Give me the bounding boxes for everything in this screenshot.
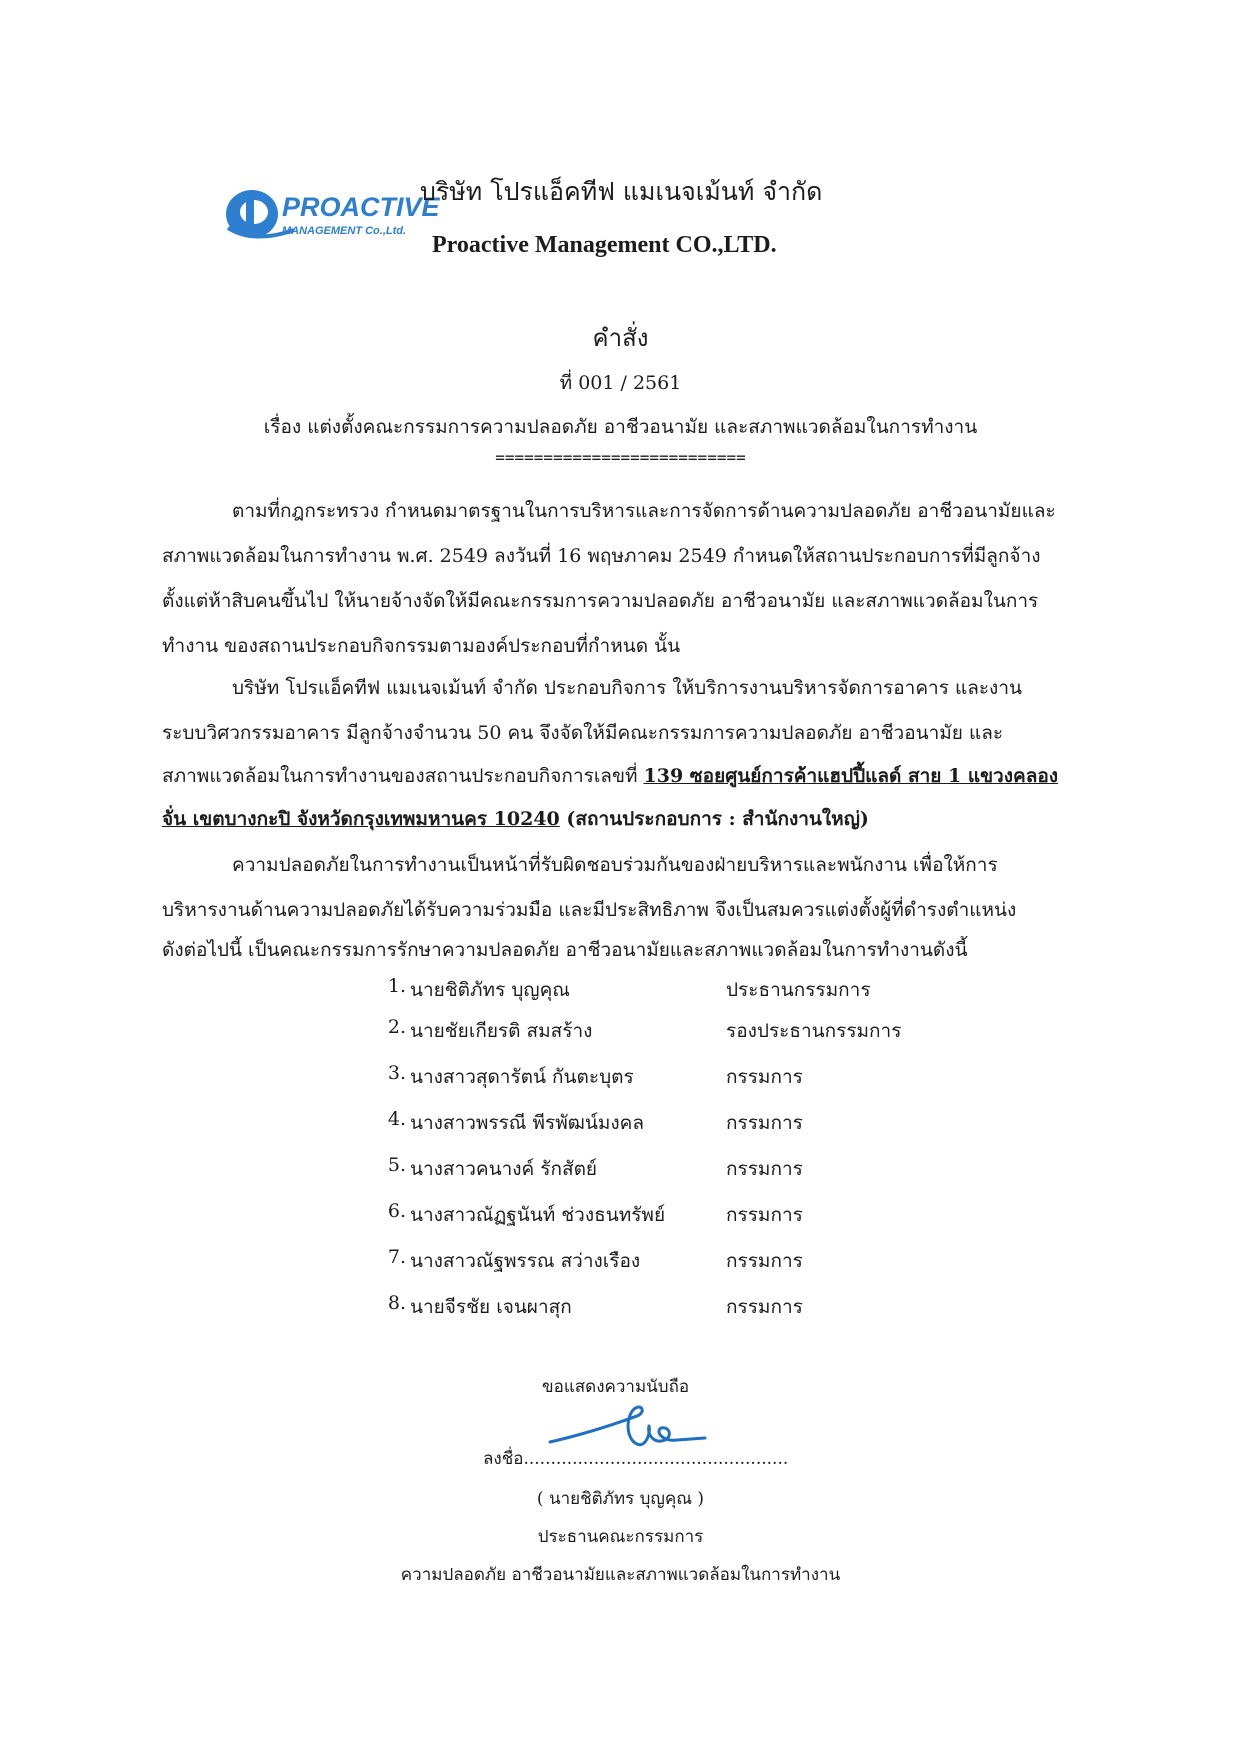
paragraph-3-line-1: ความปลอดภัยในการทำงานเป็นหน้าที่รับผิดชอบร่วมกันของฝ่ายบริหารและพนักงาน เพื่อให้การ: [232, 854, 998, 876]
address-part-2: จั่น เขตบางกะปิ จังหวัดกรุงเทพมหานคร 10240: [162, 808, 560, 830]
logo-subtext: MANAGEMENT Co.,Ltd.: [282, 225, 407, 237]
paragraph-2-line-1: บริษัท โปรแอ็คทีฟ แมเนจเม้นท์ จำกัด ประกอบกิจการ ให้บริการงานบริหารจัดการอาคาร และงาน: [232, 677, 1022, 699]
paragraph-1-line-2: สภาพแวดล้อมในการทำงาน พ.ศ. 2549 ลงวันที่ 16 พฤษภาคม 2549 กำหนดให้สถานประกอบการที่มีลูกจ้าง: [162, 545, 1041, 567]
member-name: นางสาวสุดารัตน์ กันตะบุตร: [410, 1066, 634, 1088]
member-number: 4.: [387, 1108, 406, 1130]
company-name-thai: บริษัท โปรแอ็คทีฟ แมเนจเม้นท์ จำกัด: [420, 177, 823, 206]
committee-name: ความปลอดภัย อาชีวอนามัยและสภาพแวดล้อมในการทำงาน: [400, 1565, 841, 1585]
closing-respect: ขอแสดงความนับถือ: [542, 1377, 690, 1397]
member-name: นายชัยเกียรติ สมสร้าง: [410, 1020, 593, 1042]
paragraph-3-line-2: บริหารงานด้านความปลอดภัยได้รับความร่วมมือ และมีประสิทธิภาพ จึงเป็นสมควรแต่งตั้งผู้ที่ดำรงตำแหน่ง: [162, 899, 1017, 921]
member-number: 7.: [387, 1246, 406, 1268]
member-role: กรรมการ: [726, 1250, 803, 1272]
member-role: กรรมการ: [726, 1204, 803, 1226]
member-number: 1.: [387, 975, 406, 997]
member-role: กรรมการ: [726, 1158, 803, 1180]
order-title: คำสั่ง: [592, 324, 649, 352]
paragraph-2-line-3: [162, 761, 1075, 791]
paragraph-2-line-4: [162, 804, 1075, 834]
member-number: 6.: [387, 1200, 406, 1222]
member-name: นางสาวคนางค์ รักสัตย์: [410, 1158, 598, 1180]
signer-position: ประธานคณะกรรมการ: [537, 1527, 704, 1547]
logo-text: PROACTIVE: [282, 192, 440, 222]
member-role: กรรมการ: [726, 1066, 803, 1088]
member-role: กรรมการ: [726, 1296, 803, 1318]
member-name: นายจีรชัย เจนผาสุก: [410, 1296, 572, 1318]
member-role: รองประธานกรรมการ: [726, 1020, 902, 1042]
branch-label: (สถานประกอบการ : สำนักงานใหญ่): [559, 808, 869, 830]
address-part-1: 139 ซอยศูนย์การค้าแฮปปี้แลด์ สาย 1 แขวงคลอง: [643, 765, 1059, 787]
member-number: 3.: [387, 1062, 406, 1084]
order-subject: เรื่อง แต่งตั้งคณะกรรมการความปลอดภัย อาชีวอนามัย และสภาพแวดล้อมในการทำงาน: [263, 416, 978, 438]
company-name-english: Proactive Management CO.,LTD.: [432, 232, 777, 258]
member-number: 8.: [387, 1292, 406, 1314]
member-name: นางสาวพรรณี พีรพัฒน์มงคล: [410, 1112, 645, 1134]
paragraph-1-line-1: ตามที่กฎกระทรวง กำหนดมาตรฐานในการบริหารและการจัดการด้านความปลอดภัย อาชีวอนามัยและ: [232, 500, 1056, 522]
member-number: 2.: [387, 1016, 406, 1038]
paragraph-2-line-3-text: สภาพแวดล้อมในการทำงานของสถานประกอบกิจการเลขที่: [162, 765, 644, 787]
signer-name: ( นายชิติภัทร บุญคุณ ): [536, 1489, 705, 1509]
paragraph-1-line-4: ทำงาน ของสถานประกอบกิจกรรมตามองค์ประกอบที่กำหนด นั้น: [162, 635, 681, 657]
paragraph-3-line-3: ดังต่อไปนี้ เป็นคณะกรรมการรักษาความปลอดภัย อาชีวอนามัยและสภาพแวดล้อมในการทำงานดังนี้: [162, 939, 968, 961]
paragraph-1-line-3: ตั้งแต่ห้าสิบคนขึ้นไป ให้นายจ้างจัดให้มีคณะกรรมการความปลอดภัย อาชีวอนามัย และสภาพแวดล้อมในการ: [162, 590, 1039, 612]
member-name: นางสาวณัฐพรรณ สว่างเรือง: [410, 1250, 641, 1272]
separator-rule: ==========================: [495, 448, 746, 467]
order-number: ที่ 001 / 2561: [559, 372, 682, 394]
member-name: นายชิติภัทร บุญคุณ: [410, 979, 570, 1001]
signature-line: ลงชื่อ.................................................: [483, 1449, 789, 1469]
member-number: 5.: [387, 1154, 406, 1176]
member-role: กรรมการ: [726, 1112, 803, 1134]
member-role: ประธานกรรมการ: [726, 979, 871, 1001]
member-name: นางสาวณัฏฐนันท์ ช่วงธนทรัพย์: [410, 1204, 666, 1226]
paragraph-2-line-2: ระบบวิศวกรรมอาคาร มีลูกจ้างจำนวน 50 คน จึงจัดให้มีคณะกรรมการความปลอดภัย อาชีวอนามัย และ: [162, 722, 1004, 744]
proactive-logo: [224, 184, 440, 244]
